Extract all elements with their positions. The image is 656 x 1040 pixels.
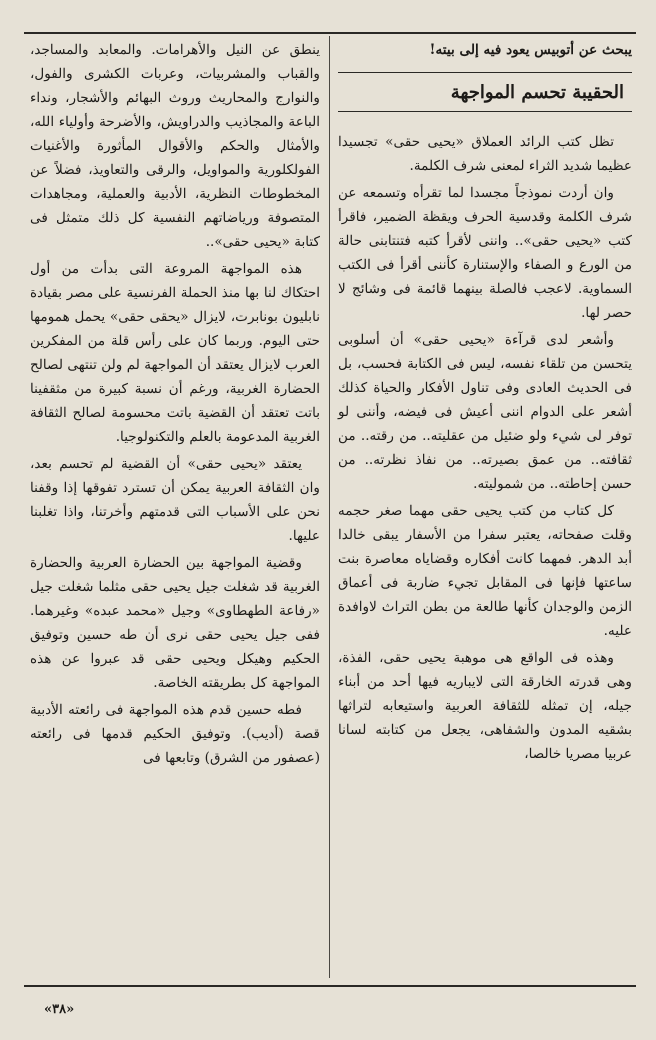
page-number: «٣٨» <box>44 1002 75 1017</box>
top-rule <box>24 32 636 34</box>
section-heading: الحقيبة تحسم المواجهة <box>450 82 624 103</box>
heading-rule-bottom <box>338 111 632 112</box>
bottom-rule <box>24 985 636 987</box>
body-paragraph: وهذه فى الواقع هى موهبة يحيى حقى، الفذة، وهى قدرته الخارقة التى لايباريه فيها أحد من أبناء جيله، إن تمثله للثقافة العربية واستيعابه لتراثها بشقيه المدون والشفاهى، يجعل من كتابته لسانا عربيا مصريا خالصا، <box>338 650 632 762</box>
left-column <box>30 38 320 773</box>
body-paragraph: فطه حسين قدم هذه المواجهة فى رائعته الأدبية قصة (أديب). وتوفيق الحكيم قدمها فى رائعته (عصفور من الشرق) وتابعها فى <box>30 702 320 766</box>
body-paragraph: تظل كتب الرائد العملاق «يحيى حقى» تجسيدا عظيما شديد الثراء لمعنى شرف الكلمة. <box>338 134 632 174</box>
body-paragraph: هذه المواجهة المروعة التى بدأت من أول احتكاك لنا بها منذ الحملة الفرنسية على مصر بقيادة نابليون بونابرت، لايزال «يحقى حقى» يحمل همومها حتى اليوم. وربما كان على رأس قلة من المفكرين العرب لايزال يعتقد أن المواجهة لم ولن تنتهى لصالح الحضارة الغربية، ورغم أن نسبة كبيرة من مثقفينا باتت تعتقد أن القضية باتت محسومة لصالح الثقافة الغربية المدعومة بالعلم والتكنولوجيا. <box>30 261 320 445</box>
body-paragraph: وأشعر لدى قرآءة «يحيى حقى» أن أسلوبى يتحسن من تلقاء نفسه، ليس فى الكتابة فحسب، بل فى الحديث العادى وفى تناول الأفكار والحياة كذلك أشعر على الدوام اننى أعيش فى فيضه، وأننى لو توفر لى شيء ولو ضئيل من عقليته.. من رقته.. من ثقافته.. من عمق بصيرته.. من نفاذ نظرته.. من حسن إحاطته.. من شموليته. <box>338 332 632 492</box>
body-paragraph: ينطق عن النيل والأهرامات. والمعابد والمساجد، والقباب والمشربيات، وعربات الكشرى والفول، والنوارج والمحاريث وروث البهائم والأشجار، ونداء الباعة والمجاذيب والدراويش، والأضرحة وأولياء الله، والأمثال والحكم والأقوال المأثورة والأغنيات الفولكلورية والمواويل، والرقى والتعاويذ، فضلاً عن المخطوطات النظرية، الأدبية والعملية، ومجاهدات المتصوفة ورياضاتهم النفسية كل ذلك متمثل فى كتابة «يحيى حقى».. <box>30 42 320 250</box>
right-column <box>338 38 632 769</box>
body-paragraph: وان أردت نموذجاً مجسدا لما تقرأه وتسمعه عن شرف الكلمة وقدسية الحرف ويقظة الضمير، فاقرأ كتب «يحيى حقى».. واننى لأقرأ كتبه فتنتابنى حالة من الورع و الصفاء والإستنارة كأننى أقرأ فى الكتب السماوية. لاعجب فالصلة بينهما قائمة فى وشائج لا حصر لها. <box>338 185 632 321</box>
continued-line: يبحث عن أتوبيس يعود فيه إلى بيته! <box>429 42 632 58</box>
body-paragraph: كل كتاب من كتب يحيى حقى مهما صغر حجمه وقلت صفحاته، يعتبر سفرا من الأسفار يبقى خالدا أبد الدهر. فمهما كانت أفكاره وقضاياه معاصرة بنت ساعتها فإنها فى المقابل تجيء ضاربة فى أعماق الزمن والوجدان كأنها طالعة من بطن التراث لاوافدة عليه. <box>338 503 632 639</box>
heading-rule-top <box>338 72 632 73</box>
body-paragraph: يعتقد «يحيى حقى» أن القضية لم تحسم بعد، وان الثقافة العربية يمكن أن تسترد تفوقها إذا وقفنا نحن على الأسباب التى قدمتهم وأخرتنا، واذا تغلبنا عليها. <box>30 456 320 544</box>
column-divider <box>329 36 330 978</box>
body-paragraph: وقضية المواجهة بين الحضارة العربية والحضارة الغربية قد شغلت جيل يحيى حقى مثلما شغلت جيل «رفاعة الطهطاوى» وجيل «محمد عبده» وغيرهما. ففى جيل يحيى حقى نرى أن طه حسين وتوفيق الحكيم وهيكل ويحيى حقى قد عبروا عن هذه المواجهة كل بطريقته الخاصة. <box>30 555 320 691</box>
